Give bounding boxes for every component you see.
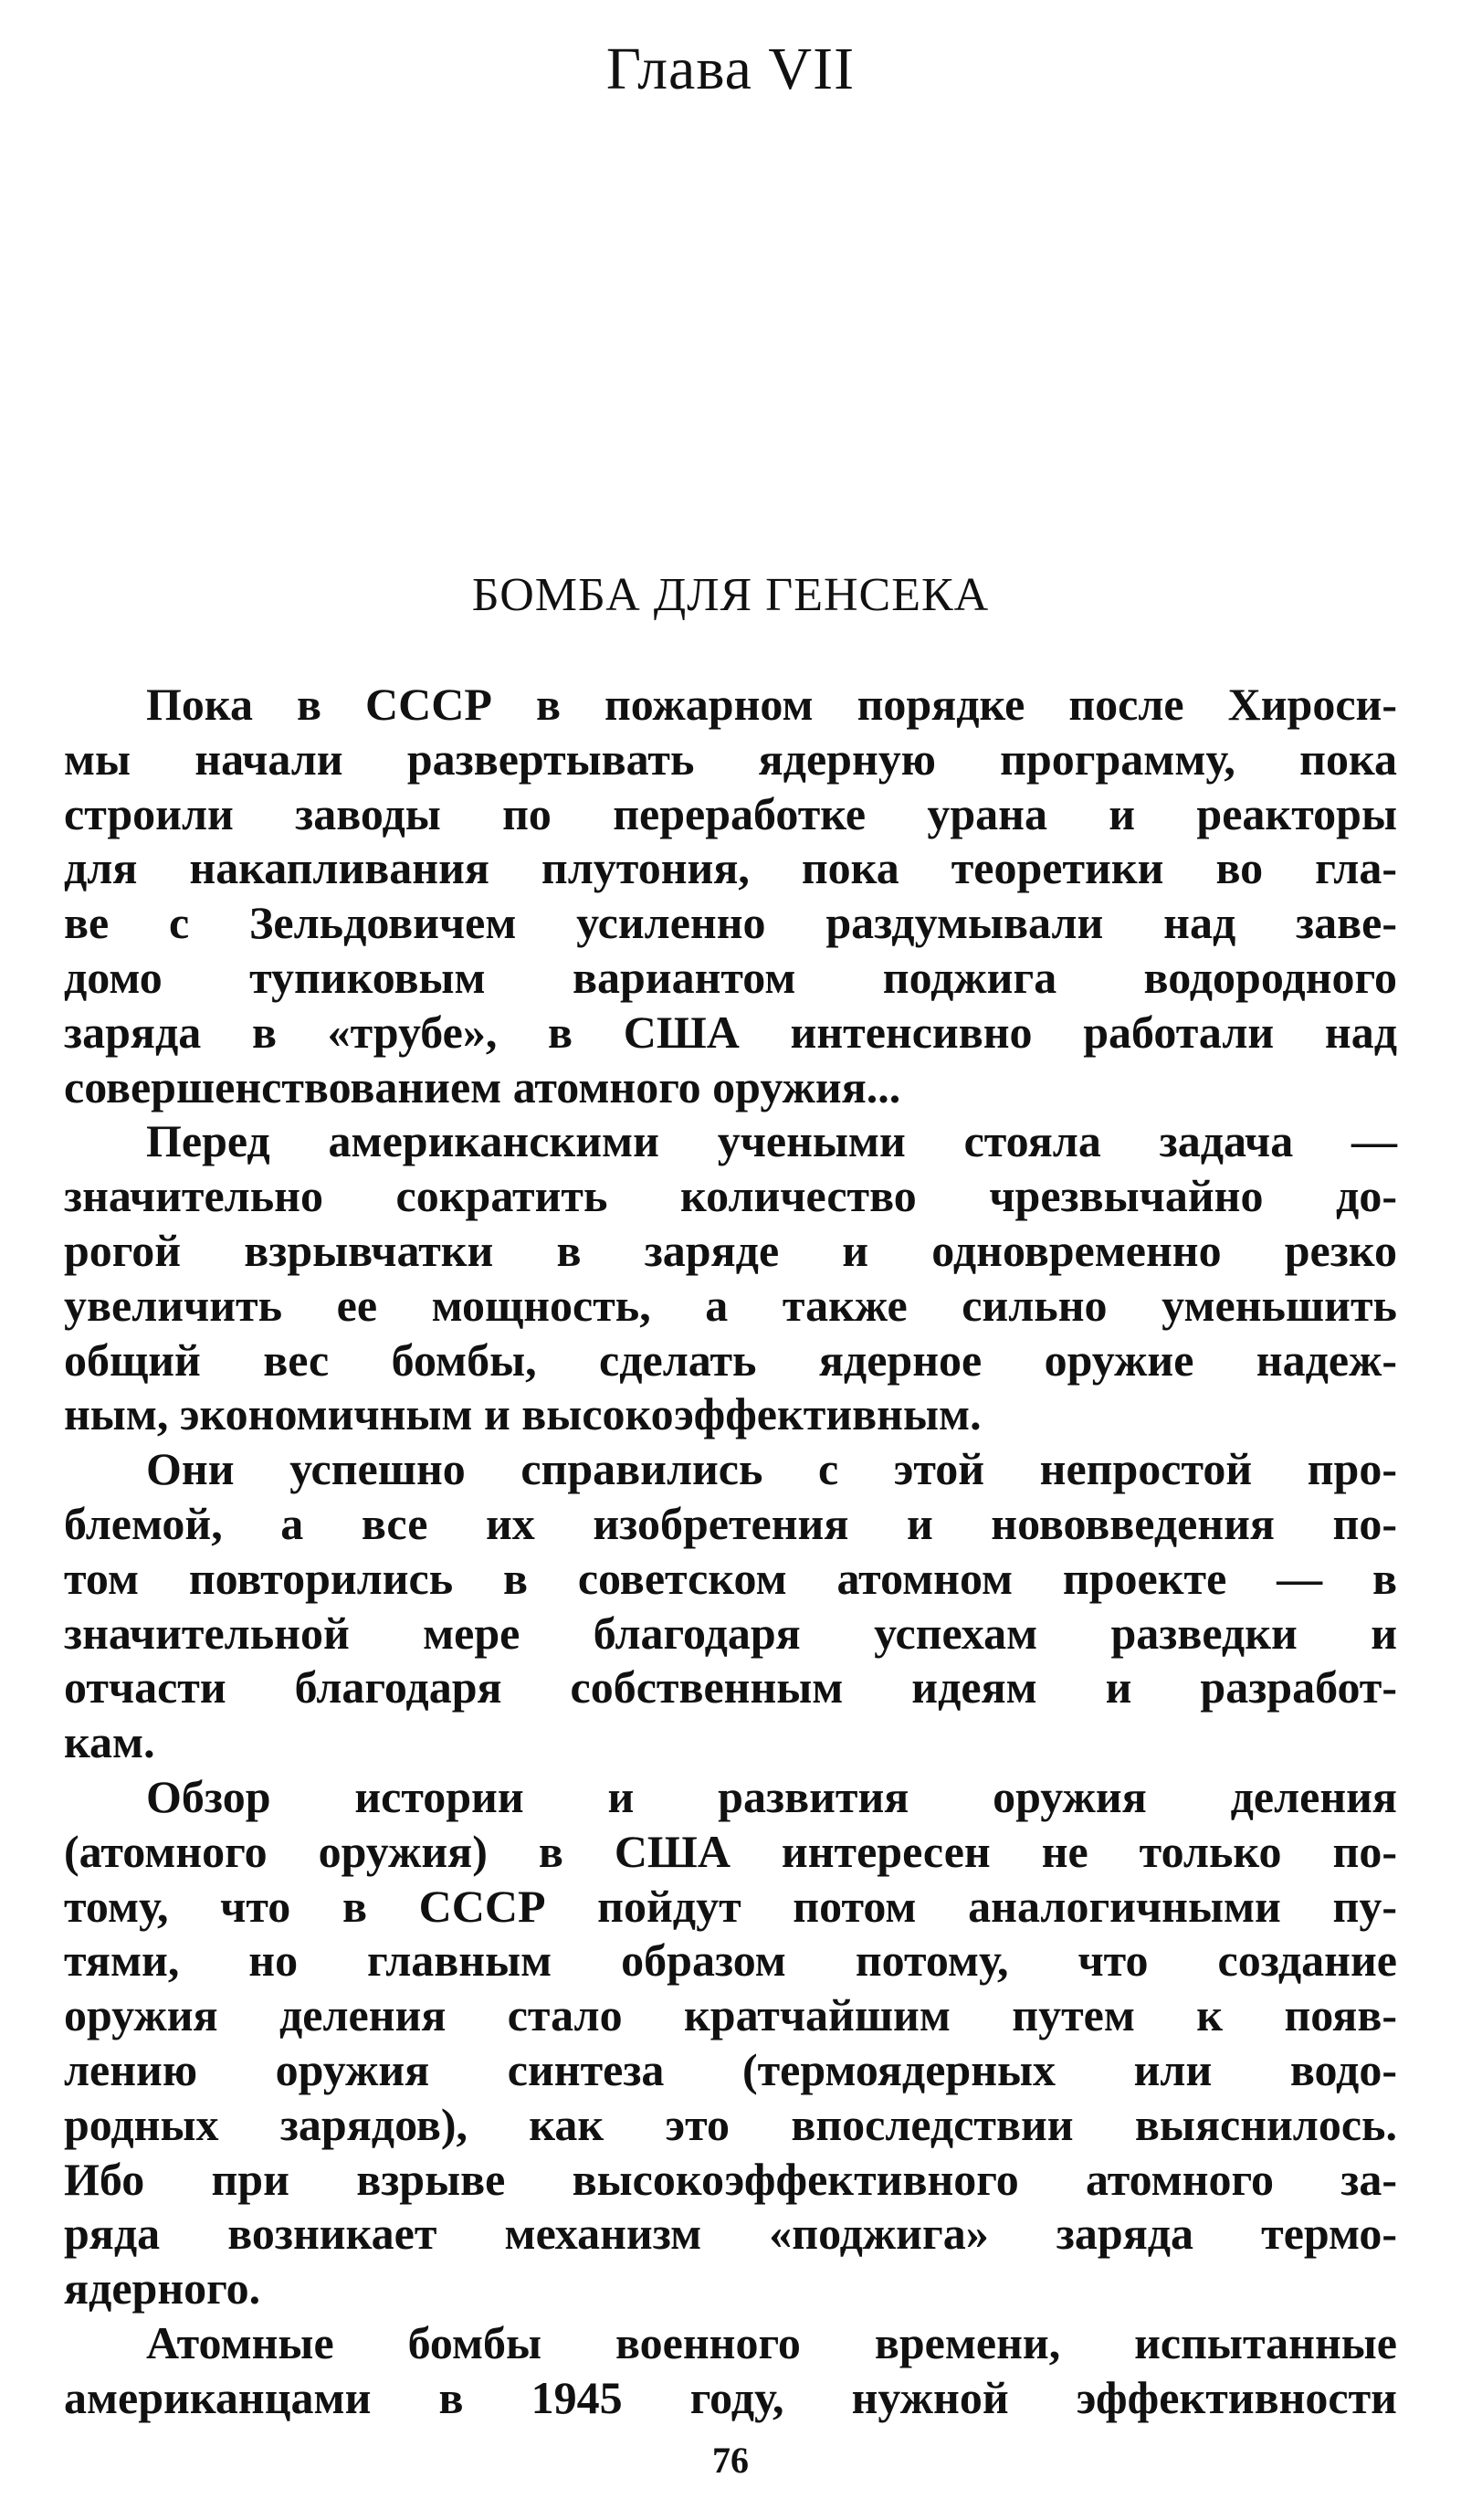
text-line: тями, но главным образом потому, что создание	[64, 1935, 1397, 1987]
body-text	[64, 678, 1397, 2426]
text-line: блемой, а все их изобретения и нововведения по-	[64, 1497, 1397, 1549]
paragraph-3	[64, 1442, 1397, 1770]
text-line: американцами в 1945 году, нужной эффективности	[64, 2371, 1397, 2423]
text-line: Они успешно справились с этой непростой про-	[146, 1443, 1397, 1495]
text-line: совершенствованием атомного оружия...	[64, 1060, 901, 1112]
text-line: Атомные бомбы военного времени, испытанные	[146, 2316, 1397, 2368]
text-line: отчасти благодаря собственным идеям и разработ-	[64, 1661, 1397, 1713]
text-line: общий вес бомбы, сделать ядерное оружие надеж-	[64, 1334, 1397, 1386]
text-line: кам.	[64, 1716, 155, 1768]
text-line: рогой взрывчатки в заряде и одновременно резко	[64, 1224, 1397, 1276]
text-line: строили заводы по переработке урана и реакторы	[64, 787, 1397, 839]
text-line: оружия деления стало кратчайшим путем к появ-	[64, 1989, 1397, 2041]
chapter-heading: Глава VII	[605, 36, 856, 102]
text-line: домо тупиковым вариантом поджига водородного	[64, 951, 1397, 1003]
text-line: ным, экономичным и высокоэффективным.	[64, 1388, 982, 1440]
text-line: том повторились в советском атомном проекте — в	[64, 1552, 1397, 1604]
text-line: значительной мере благодаря успехам разведки и	[64, 1607, 1397, 1659]
text-line: для накапливания плутония, пока теоретики во гла-	[64, 842, 1397, 894]
paragraph-1	[64, 678, 1397, 1114]
text-line: ве с Зельдовичем усиленно раздумывали над заве-	[64, 897, 1397, 949]
text-line: ядерного.	[64, 2262, 261, 2314]
text-line: тому, что в СССР пойдут потом аналогичными пу-	[64, 1880, 1397, 1932]
text-line: мы начали развертывать ядерную программу, пока	[64, 733, 1397, 785]
text-line: значительно сократить количество чрезвычайно до-	[64, 1170, 1397, 1222]
page-number: 76	[712, 2440, 749, 2481]
text-line: родных зарядов), как это впоследствии выяснилось.	[64, 2098, 1397, 2150]
text-line: (атомного оружия) в США интересен не только по-	[64, 1825, 1397, 1877]
text-line: лению оружия синтеза (термоядерных или водо-	[64, 2043, 1397, 2095]
text-line: ряда возникает механизм «поджига» заряда термо-	[64, 2208, 1397, 2260]
paragraph-4	[64, 1770, 1397, 2316]
text-line: Обзор истории и развития оружия деления	[146, 1770, 1397, 1822]
section-title: БОМБА ДЛЯ ГЕНСЕКА	[471, 569, 990, 621]
text-line: заряда в «трубе», в США интенсивно работали над	[64, 1006, 1397, 1058]
text-line: увеличить ее мощность, а также сильно уменьшить	[64, 1279, 1397, 1331]
text-line: Пока в СССР в пожарном порядке после Хироси-	[146, 679, 1397, 730]
paragraph-5	[64, 2316, 1397, 2426]
text-line: Перед американскими учеными стояла задача —	[146, 1115, 1397, 1167]
paragraph-2	[64, 1114, 1397, 1442]
text-line: Ибо при взрыве высокоэффективного атомного за-	[64, 2153, 1397, 2205]
